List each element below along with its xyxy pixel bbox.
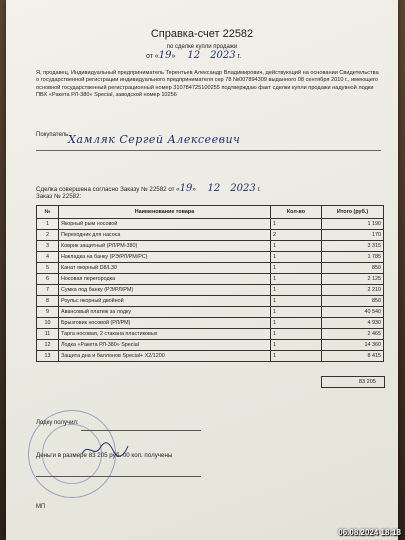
row-quantity: 1 <box>271 263 322 274</box>
table-row <box>37 351 384 362</box>
deal-month: 12 <box>207 183 221 194</box>
row-total: 8 415 <box>322 351 384 362</box>
grand-total <box>321 376 385 388</box>
row-product-name: Тарга носовая, 2 стакана пластиковых <box>59 329 271 340</box>
row-quantity: 1 <box>271 219 322 230</box>
table-row <box>37 340 384 351</box>
table-row <box>37 241 384 252</box>
row-product-name: Накладка на банку (РЭ/РЛ/РМ/РС) <box>59 252 271 263</box>
row-total: 850 <box>322 296 384 307</box>
row-quantity: 1 <box>271 329 322 340</box>
row-total: 40 540 <box>322 307 384 318</box>
document-date <box>146 50 241 61</box>
row-product-name: Канат якорный D8/L30 <box>59 263 271 274</box>
row-number: 1 <box>37 219 59 230</box>
row-total: 2 210 <box>322 285 384 296</box>
deal-day: 19 <box>179 183 193 194</box>
stamp-place-label: МП <box>36 504 46 510</box>
grand-total-value: 83 205 <box>358 379 376 385</box>
row-product-name: Коврик защитный (РЛ/РМ-380) <box>59 241 271 252</box>
row-total: 4 930 <box>322 318 384 329</box>
money-received-statement: Деньги в размере 83 205 руб. 00 коп. получены <box>36 452 173 459</box>
row-number: 4 <box>37 252 59 263</box>
deal-statement: Сделка совершена согласно Заказу № 22582 от «19» 12 2023 г. <box>36 183 261 194</box>
date-day: 19 <box>158 50 172 61</box>
date-year: 2023 <box>210 50 236 61</box>
row-number: 5 <box>37 263 59 274</box>
row-product-name: Сумка под банку (РЭ/РЛ/РМ) <box>59 285 271 296</box>
row-product-name: Брызговик носовой (РЛ/РМ) <box>59 318 271 329</box>
table-row <box>37 307 384 318</box>
table-row <box>37 274 384 285</box>
row-number: 10 <box>37 318 59 329</box>
row-product-name: Защита дна и баллонов Special+ Х2/1200 <box>59 351 271 362</box>
buyer-underline <box>36 150 381 151</box>
header-product: Наименование товара <box>59 206 271 219</box>
row-product-name: Носовая перегородка <box>59 274 271 285</box>
table-row <box>37 219 384 230</box>
row-total: 850 <box>322 263 384 274</box>
row-total: 14 360 <box>322 340 384 351</box>
photo-timestamp: 06.08.2024 18:18 <box>338 528 401 537</box>
row-total: 170 <box>322 230 384 241</box>
table-row <box>37 318 384 329</box>
row-quantity: 1 <box>271 252 322 263</box>
table-header-row <box>37 206 384 219</box>
row-total: 2 125 <box>322 274 384 285</box>
deal-text: Сделка совершена согласно Заказу № 22582 от « <box>36 186 180 193</box>
row-total: 3 315 <box>322 241 384 252</box>
date-month: 12 <box>187 50 201 61</box>
document-subtitle: по сделке купли продажи <box>166 44 238 50</box>
row-quantity: 1 <box>271 340 322 351</box>
received-label: Лодку получил: <box>36 420 79 426</box>
row-product-name: Лодка «Ракета РЛ-380» Special <box>59 340 271 351</box>
table-row <box>37 230 384 241</box>
table-row <box>37 252 384 263</box>
row-product-name: Переходник для насоса <box>59 230 271 241</box>
header-number: № <box>37 206 59 219</box>
row-product-name: Авансовый платеж за лодку <box>59 307 271 318</box>
invoice-sheet <box>6 0 398 540</box>
received-signature-line <box>81 430 201 431</box>
row-quantity: 1 <box>271 296 322 307</box>
table-row <box>37 329 384 340</box>
order-number: Заказ № 22582: <box>36 193 82 200</box>
table-row <box>37 263 384 274</box>
row-quantity: 1 <box>271 274 322 285</box>
row-number: 13 <box>37 351 59 362</box>
row-number: 3 <box>37 241 59 252</box>
row-total: 1 785 <box>322 252 384 263</box>
table-row <box>37 285 384 296</box>
row-product-name: Якорный рым носовой <box>59 219 271 230</box>
row-number: 2 <box>37 230 59 241</box>
header-quantity: Кол-во <box>271 206 322 219</box>
money-signature-line <box>36 476 201 477</box>
date-prefix: от « <box>146 53 159 60</box>
row-number: 11 <box>37 329 59 340</box>
row-number: 8 <box>37 296 59 307</box>
row-total: 1 190 <box>322 219 384 230</box>
date-mid: » <box>171 53 178 60</box>
items-table <box>36 205 384 362</box>
deal-year: 2023 <box>230 183 256 194</box>
row-quantity: 2 <box>271 230 322 241</box>
row-quantity: 1 <box>271 285 322 296</box>
buyer-name: Хамляк Сергей Алексеевич <box>68 133 241 146</box>
header-total: Итого (руб.) <box>322 206 384 219</box>
row-quantity: 1 <box>271 241 322 252</box>
document-title: Справка-счет 22582 <box>150 28 254 40</box>
row-quantity: 1 <box>271 318 322 329</box>
row-quantity: 1 <box>271 307 322 318</box>
seller-statement: Я, продавец, Индивидуальный предприниматель Терентьев Александр Владимирович, действующий на основании Свидетельства о государственной регистрации индивидуального предпринимателя сер 78 №007894309 выданного 08 сентября 2010 г., имеющего основной государственный регистрационный номер 310784725100255 подтверждаю факт сделки купли продажи надувной лодки ПВХ «Ракета РЛ-380» Special, заводской номер 10256 <box>36 70 379 99</box>
buyer-label: Покупатель: <box>36 132 70 138</box>
table-row <box>37 296 384 307</box>
date-suffix: г. <box>235 53 242 60</box>
row-number: 6 <box>37 274 59 285</box>
row-number: 9 <box>37 307 59 318</box>
row-product-name: Роульс якорный двойной <box>59 296 271 307</box>
row-number: 7 <box>37 285 59 296</box>
row-quantity: 1 <box>271 351 322 362</box>
row-total: 2 465 <box>322 329 384 340</box>
row-number: 12 <box>37 340 59 351</box>
